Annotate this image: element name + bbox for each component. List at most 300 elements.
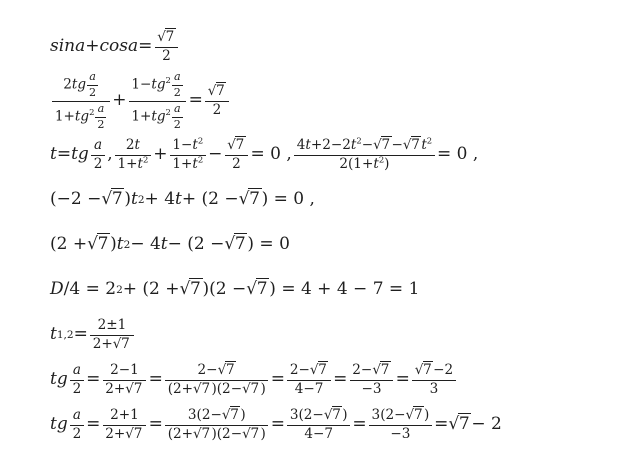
math-text: tg (50, 369, 68, 390)
radicand (235, 136, 246, 153)
math-text: 1+ (117, 155, 138, 172)
math-text: 7 (111, 189, 123, 210)
math-text: a (72, 362, 81, 379)
math-text: ) (342, 407, 348, 424)
radicand (133, 425, 144, 442)
math-text: 7 (423, 362, 432, 379)
math-text: + 4 (144, 189, 176, 210)
math-text: 2− (352, 362, 373, 379)
superscript (89, 107, 94, 117)
math-text: a (174, 101, 181, 115)
math-text: )(2− (211, 425, 243, 442)
radical-sign-icon: √ (221, 407, 230, 424)
math-text: 2 (165, 106, 171, 117)
math-text: 2 (426, 135, 433, 146)
fraction-numerator (412, 363, 455, 381)
math-text: 2+ (105, 425, 126, 442)
math-text: − (208, 144, 223, 165)
math-text: = (270, 414, 285, 435)
fraction-denominator (165, 381, 268, 398)
math-text: − 2 (471, 414, 502, 435)
math-text: 3(2− (289, 407, 324, 424)
math-text: 7 (380, 362, 390, 379)
fraction (95, 103, 106, 131)
fraction-denominator (205, 102, 228, 119)
square-root (242, 380, 260, 397)
math-text: (2+ (167, 380, 194, 397)
math-text: 7 (201, 425, 211, 442)
fraction-numerator (287, 408, 350, 426)
math-line (50, 269, 621, 311)
fraction-denominator (369, 426, 432, 443)
fraction-numerator (52, 71, 109, 102)
math-line (50, 314, 621, 356)
math-text: = (148, 369, 163, 390)
math-text: 1+ (54, 108, 75, 125)
math-text: 2 (232, 155, 241, 172)
math-text: ) (260, 425, 266, 442)
radicand (133, 380, 144, 397)
math-text: )(2− (211, 380, 243, 397)
math-text: = (86, 414, 101, 435)
math-text: 7 (381, 137, 391, 154)
radical-sign-icon: √ (227, 137, 236, 154)
math-text: 2(1+ (339, 155, 374, 172)
fraction-numerator (287, 363, 330, 381)
math-text: 1− (131, 76, 152, 93)
fraction (70, 408, 84, 442)
math-text: tg (71, 144, 89, 165)
fraction (225, 138, 248, 172)
radical-sign-icon: √ (193, 380, 201, 397)
math-text: + (85, 36, 100, 57)
square-root (239, 189, 262, 210)
math-text: 2 (137, 194, 145, 207)
math-text: 7 (250, 380, 260, 397)
math-text: ) (124, 189, 131, 210)
radicand (111, 188, 124, 209)
math-text: = 0 , (437, 144, 479, 165)
fraction-denominator (225, 156, 248, 173)
math-text: 7 (121, 335, 130, 352)
math-text: t (175, 189, 182, 210)
radical-sign-icon: √ (405, 407, 414, 424)
math-text: 7 (97, 234, 109, 255)
math-line (50, 359, 621, 401)
math-text: 2+ (105, 380, 126, 397)
radical-sign-icon: √ (179, 279, 190, 300)
fraction-denominator (294, 156, 434, 173)
radical-sign-icon: √ (224, 234, 235, 255)
fraction-denominator (129, 102, 186, 132)
radicand (318, 361, 329, 378)
fraction (412, 363, 455, 397)
math-text: ) (240, 407, 246, 424)
fraction (369, 408, 432, 442)
math-text: a (97, 101, 105, 115)
math-text: t (137, 155, 144, 172)
math-line (50, 179, 621, 221)
radicand (225, 361, 236, 378)
math-text: 7 (318, 362, 327, 379)
fraction (70, 363, 84, 397)
math-text: 2+1 (110, 407, 139, 424)
math-text: = (270, 369, 285, 390)
fraction-denominator (287, 426, 350, 443)
math-text: 7 (234, 234, 246, 255)
math-text: (−2 − (50, 189, 102, 210)
radicand (413, 406, 424, 423)
math-line (50, 71, 621, 131)
radical-sign-icon: √ (125, 425, 134, 442)
radical-sign-icon: √ (87, 234, 97, 255)
fraction-numerator (165, 363, 268, 381)
square-root (372, 361, 390, 378)
fraction-denominator (103, 426, 146, 443)
math-text: + (2 + (122, 279, 180, 300)
fraction-denominator (95, 118, 106, 132)
math-text: 7 (332, 407, 341, 424)
math-text: t (134, 137, 140, 154)
math-text: 2 (123, 239, 131, 252)
radical-sign-icon: √ (448, 414, 459, 435)
fraction-denominator (70, 381, 84, 398)
fraction-denominator (87, 86, 98, 100)
math-text: 2 (143, 154, 149, 165)
math-text: 3(2− (371, 407, 406, 424)
math-text: = (333, 369, 348, 390)
fraction (294, 135, 434, 172)
math-text: t (192, 155, 198, 172)
fraction-denominator (155, 48, 178, 65)
radical-sign-icon: √ (242, 380, 250, 397)
radicand (250, 380, 261, 397)
math-text: + (112, 90, 127, 111)
fraction (52, 71, 109, 131)
fraction-denominator (165, 426, 268, 443)
math-text: a (174, 70, 181, 83)
fraction (103, 408, 146, 442)
radical-sign-icon: √ (217, 362, 226, 379)
math-text: 4−7 (304, 425, 334, 442)
fraction-denominator (115, 156, 151, 173)
fraction (165, 408, 268, 442)
math-text: 2 (197, 154, 204, 165)
radicand (165, 28, 176, 45)
fraction (90, 318, 133, 352)
radical-sign-icon: √ (101, 189, 112, 210)
fraction-denominator (91, 156, 105, 173)
superscript (143, 154, 148, 164)
math-text: 7 (235, 137, 245, 154)
radicand (458, 413, 471, 434)
math-text: 2+ (92, 335, 113, 352)
math-text: 7 (411, 137, 420, 154)
math-text: t (305, 137, 311, 154)
math-text: 2− (197, 362, 218, 379)
fraction-numerator (172, 71, 183, 86)
radical-sign-icon: √ (157, 28, 166, 45)
square-root (242, 425, 260, 442)
math-text: = (434, 414, 449, 435)
math-text: tg (151, 76, 166, 93)
fraction-denominator (90, 336, 133, 353)
fraction-numerator (95, 103, 106, 118)
square-root (101, 189, 124, 210)
radical-sign-icon: √ (373, 137, 381, 154)
fraction-denominator (70, 426, 84, 443)
math-text: t (373, 155, 379, 172)
math-text: = (395, 369, 410, 390)
math-text: )(2 − (202, 279, 247, 300)
radical-sign-icon: √ (246, 279, 257, 300)
square-root (193, 425, 211, 442)
math-text: 7 (413, 407, 423, 424)
fraction-numerator (70, 363, 84, 381)
square-root (208, 82, 226, 99)
math-text: 2 (97, 117, 105, 131)
radical-sign-icon: √ (193, 425, 201, 442)
fraction (155, 30, 178, 64)
math-line (50, 134, 621, 176)
radical-sign-icon: √ (125, 380, 134, 397)
math-text: 7 (190, 279, 201, 300)
radical-sign-icon: √ (402, 137, 411, 154)
square-root (125, 425, 143, 442)
superscript (427, 135, 432, 145)
math-line (50, 404, 621, 446)
radical-sign-icon: √ (238, 189, 249, 210)
fraction (170, 135, 206, 172)
math-text: 2 (116, 284, 123, 297)
fraction-numerator (172, 103, 183, 118)
fraction (91, 138, 105, 172)
superscript (166, 75, 171, 85)
math-text: D (50, 279, 64, 300)
fraction-numerator (70, 408, 84, 426)
fraction (287, 408, 350, 442)
square-root (193, 380, 211, 397)
math-text: 7 (201, 380, 211, 397)
radicand (381, 136, 392, 153)
math-text: tg (71, 76, 87, 93)
radicand (201, 425, 212, 442)
math-text: 3 (429, 380, 439, 397)
math-text: 2 (125, 137, 135, 154)
math-text: 2 (173, 85, 181, 99)
math-text: 4 (296, 137, 306, 154)
math-text: a (72, 407, 81, 424)
math-text: ) (110, 234, 117, 255)
math-text: 1+ (172, 155, 193, 172)
fraction-numerator (205, 84, 228, 102)
square-root (125, 380, 143, 397)
math-text: 7 (133, 380, 143, 397)
math-text: + (2 − (181, 189, 239, 210)
math-text: ) (260, 380, 266, 397)
radicand (121, 335, 132, 352)
fraction-numerator (165, 408, 268, 426)
square-root (222, 406, 240, 423)
math-text: 1,2 (56, 329, 74, 342)
math-text: 2 (378, 154, 385, 165)
math-text: (2+ (167, 425, 194, 442)
radicand (411, 136, 422, 153)
square-root (224, 234, 247, 255)
math-text: 2 (72, 380, 82, 397)
radical-sign-icon: √ (414, 362, 423, 379)
fraction (129, 71, 186, 131)
math-text: 2 (356, 135, 362, 146)
square-root (227, 136, 245, 153)
math-text: ) = 4 + 4 − 7 = 1 (269, 279, 420, 300)
radical-sign-icon: √ (372, 362, 381, 379)
math-text: t (192, 137, 198, 154)
math-text: = (352, 414, 367, 435)
math-text: ) = 0 , (261, 189, 315, 210)
superscript (198, 154, 203, 164)
math-text: sina (50, 36, 86, 57)
square-root (180, 279, 203, 300)
math-text: tg (74, 108, 90, 125)
square-root (324, 406, 342, 423)
math-text: = (138, 36, 153, 57)
square-root (157, 28, 175, 45)
fraction-numerator (115, 138, 151, 156)
math-text: −3 (361, 380, 382, 397)
math-text: −2 (433, 362, 454, 379)
math-text: 2±1 (97, 317, 127, 334)
radical-sign-icon: √ (112, 335, 121, 352)
superscript (166, 107, 171, 117)
math-text: = (56, 144, 72, 165)
fraction-numerator (129, 71, 186, 102)
radicand (380, 361, 391, 378)
math-text: 7 (458, 414, 470, 435)
math-text: 7 (225, 362, 235, 379)
radical-sign-icon: √ (242, 425, 250, 442)
square-root (415, 361, 433, 378)
fraction-denominator (103, 381, 146, 398)
math-text: ) (423, 407, 430, 424)
math-text: t (421, 137, 427, 154)
math-text: +2−2 (310, 137, 351, 154)
math-text: /4 = 2 (63, 279, 117, 300)
fraction (172, 71, 183, 99)
math-text: ) = 0 (247, 234, 290, 255)
math-text: 2 (197, 135, 204, 146)
radicand (234, 233, 247, 254)
square-root (406, 406, 424, 423)
math-text: = (188, 90, 203, 111)
math-text: t (50, 144, 57, 165)
math-text: 7 (216, 82, 225, 99)
radicand (248, 188, 261, 209)
fraction (87, 71, 98, 99)
fraction-numerator (369, 408, 432, 426)
math-text: 1+ (131, 108, 152, 125)
fraction-numerator (155, 30, 178, 48)
fraction-numerator (91, 138, 105, 156)
math-text: = (73, 324, 88, 345)
fraction-numerator (294, 135, 434, 156)
fraction (115, 138, 151, 172)
fraction-numerator (87, 71, 98, 86)
math-text: 2−1 (110, 362, 139, 379)
math-text: = 0 , (250, 144, 292, 165)
fraction-numerator (350, 363, 393, 381)
fraction (103, 363, 146, 397)
math-text: −3 (390, 425, 411, 442)
math-text: 7 (249, 189, 260, 210)
square-root (403, 136, 421, 153)
fraction-denominator (170, 156, 206, 173)
fraction (350, 363, 393, 397)
math-text: − 4 (130, 234, 161, 255)
math-text: t (116, 234, 124, 255)
math-text: ) (384, 155, 390, 172)
square-root (373, 136, 391, 153)
square-root (246, 279, 269, 300)
fraction-numerator (225, 138, 248, 156)
fraction-numerator (103, 363, 146, 381)
radicand (216, 82, 227, 99)
math-text: 3(2− (187, 407, 222, 424)
math-text: 2− (289, 362, 310, 379)
fraction-denominator (172, 86, 183, 100)
radical-sign-icon: √ (207, 82, 216, 99)
superscript (198, 135, 203, 145)
math-text: 2 (72, 425, 82, 442)
fraction-denominator (412, 381, 455, 398)
square-root (113, 335, 131, 352)
math-text: 7 (256, 279, 268, 300)
math-text: tg (151, 108, 166, 125)
math-text: 4−7 (294, 380, 324, 397)
fraction-numerator (170, 135, 206, 156)
math-text: 2 (173, 117, 181, 131)
square-root (310, 361, 328, 378)
math-text: 7 (250, 425, 260, 442)
math-text: = (148, 414, 163, 435)
math-line (50, 26, 621, 68)
math-text: (2 + (50, 234, 88, 255)
radicand (97, 233, 110, 254)
fraction-denominator (172, 118, 183, 132)
math-text: t (160, 234, 168, 255)
math-text: 2 (212, 101, 222, 118)
math-text: t (350, 137, 357, 154)
math-line (50, 224, 621, 266)
math-text: 2 (93, 155, 103, 172)
math-text: − (2 − (167, 234, 225, 255)
square-root (218, 361, 236, 378)
fraction-numerator (103, 408, 146, 426)
radicand (423, 361, 434, 378)
radicand (189, 278, 202, 299)
radical-sign-icon: √ (309, 362, 318, 379)
math-text: 7 (165, 28, 175, 45)
fraction-denominator (52, 102, 109, 132)
radicand (250, 425, 261, 442)
math-text: 2 (89, 106, 95, 117)
radicand (201, 380, 212, 397)
math-text: 1− (172, 137, 193, 154)
math-text: 7 (133, 425, 143, 442)
math-text: = (86, 369, 101, 390)
math-text: − (361, 137, 374, 154)
math-text: − (391, 137, 403, 154)
